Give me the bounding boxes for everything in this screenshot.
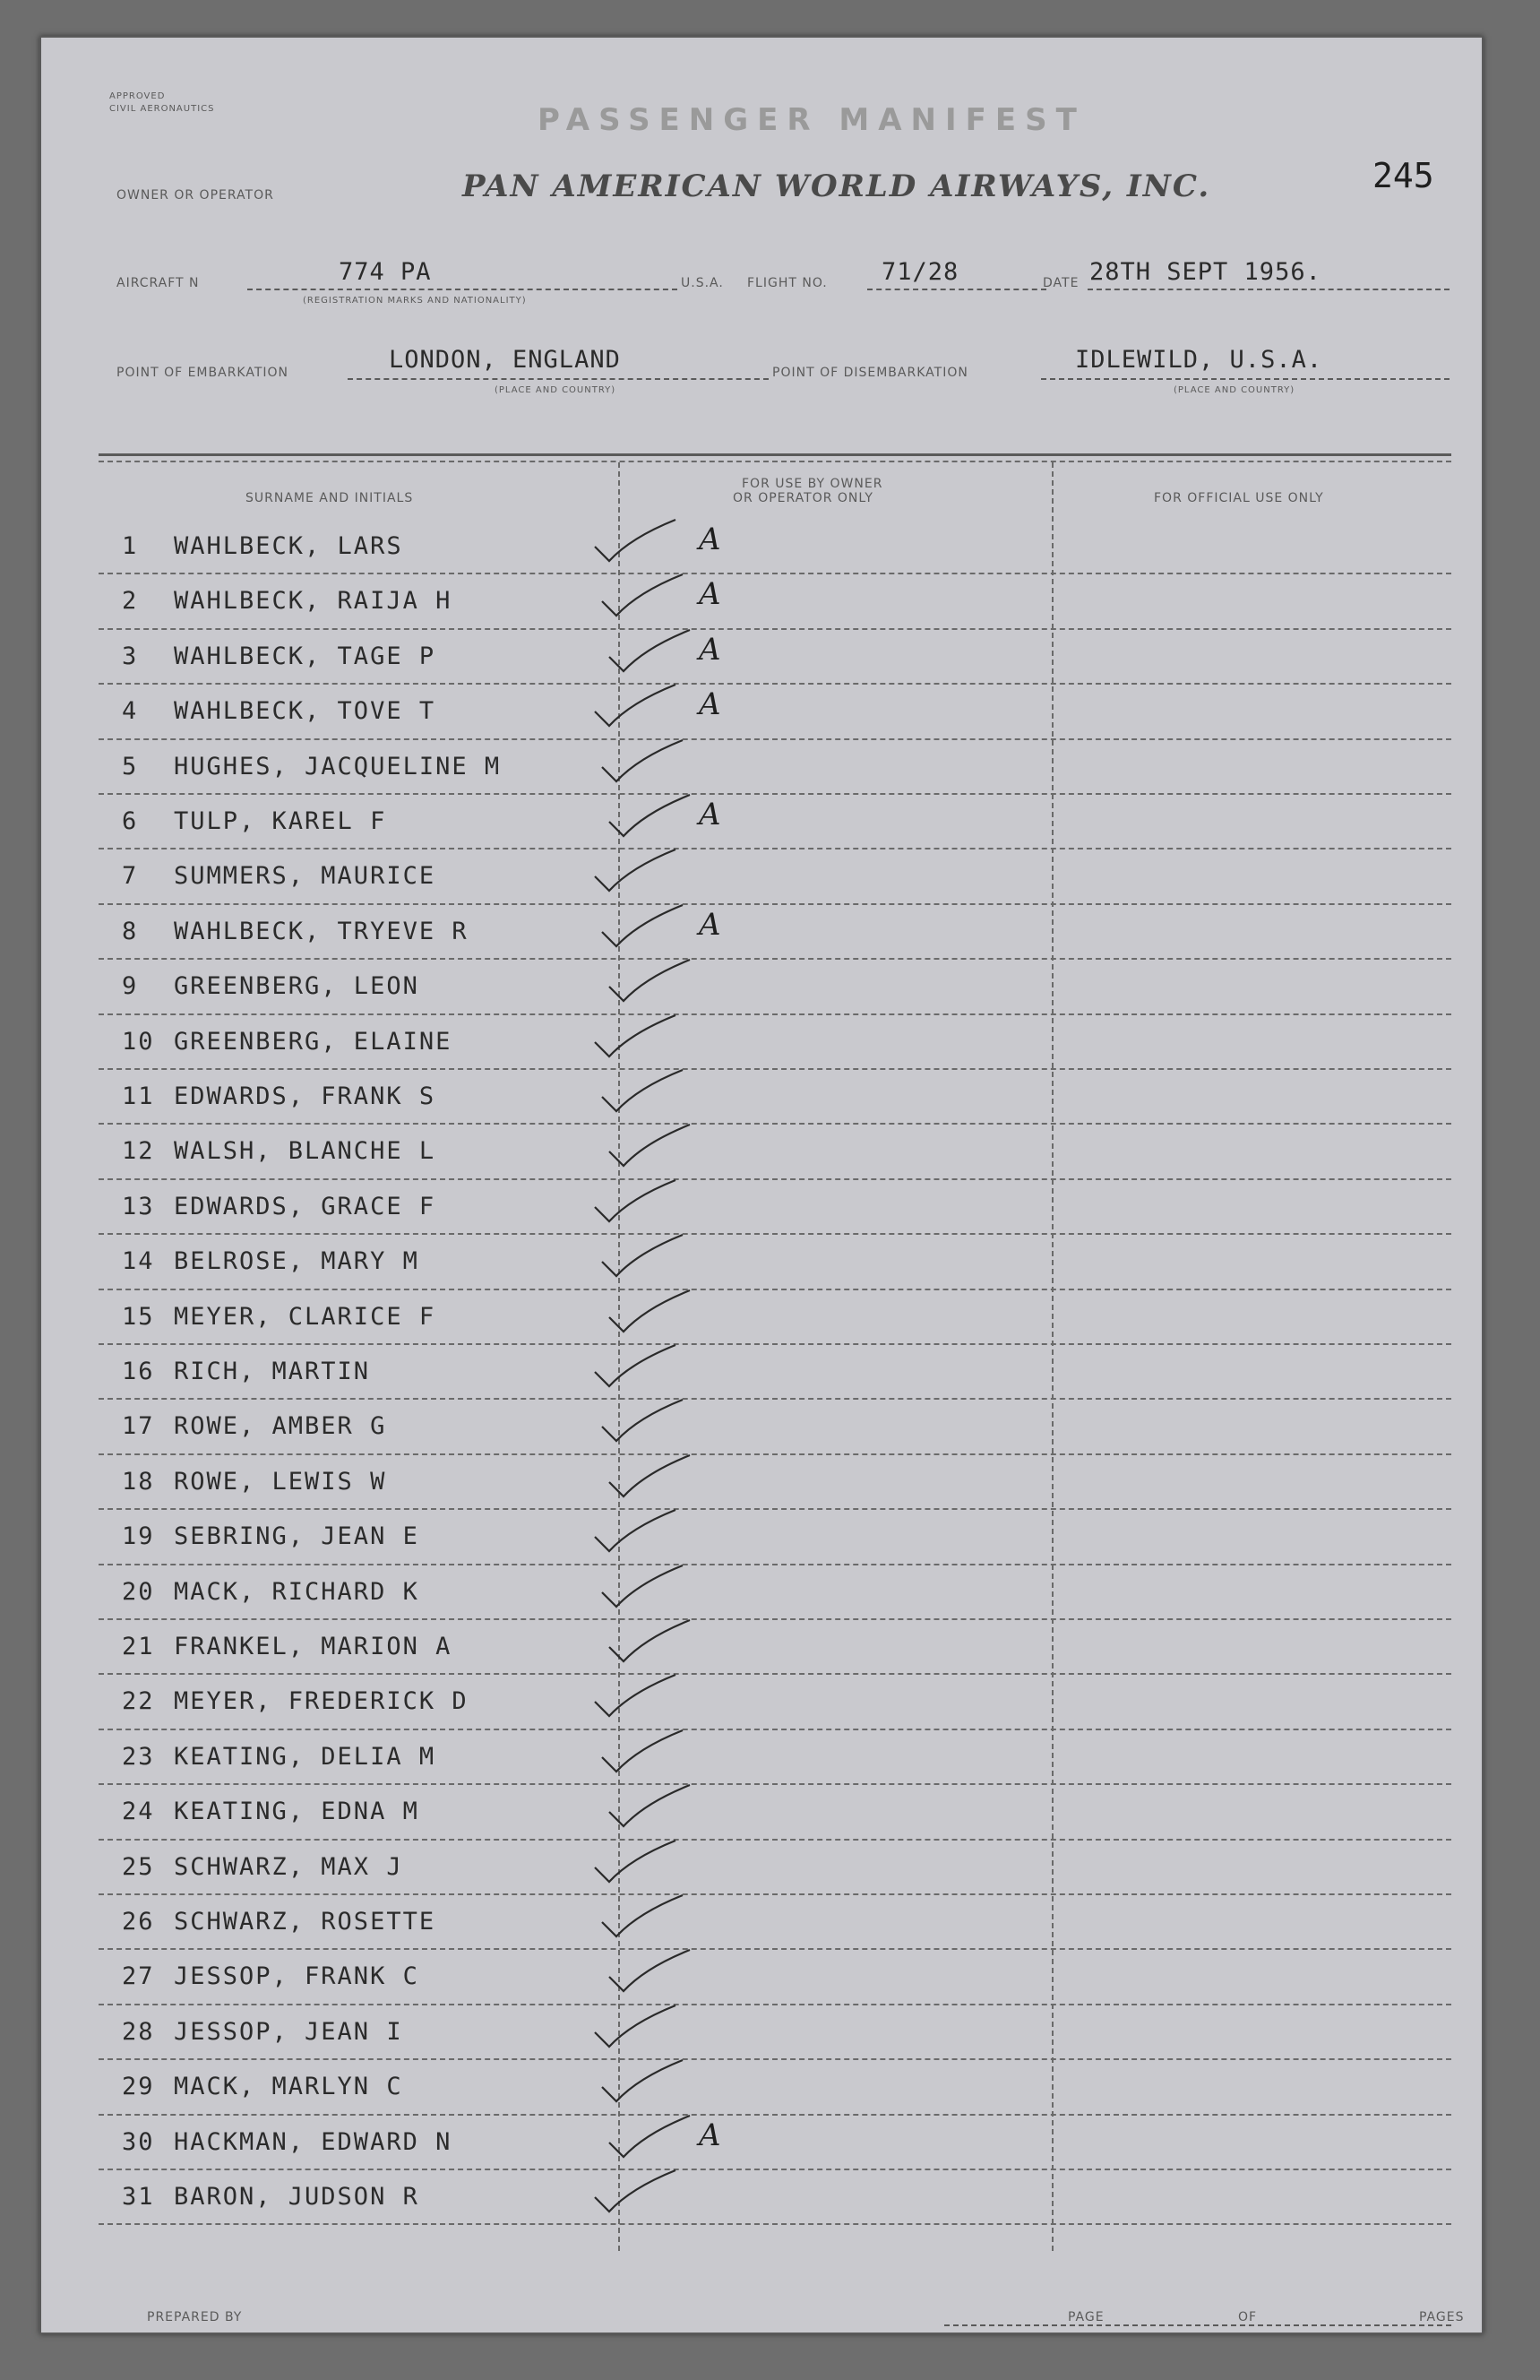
row-rule	[99, 1893, 1451, 1895]
passenger-name: KEATING, DELIA M	[174, 1742, 436, 1771]
row-rule	[99, 1013, 1451, 1015]
passenger-name: EDWARDS, FRANK S	[174, 1082, 436, 1110]
check-mark-icon	[600, 1776, 699, 1839]
owner-value: PAN AMERICAN WORLD AIRWAYS, INC.	[462, 168, 1211, 204]
passenger-name: MACK, MARLYN C	[174, 2073, 403, 2101]
date-label: DATE	[1043, 276, 1080, 290]
passenger-name: MEYER, CLARICE F	[174, 1302, 436, 1331]
passenger-name: ROWE, LEWIS W	[174, 1467, 387, 1496]
check-mark-icon	[586, 1501, 684, 1564]
embark-underline	[348, 378, 769, 380]
passenger-name: SCHWARZ, ROSETTE	[174, 1908, 436, 1936]
col-surname-header: SURNAME AND INITIALS	[245, 491, 414, 505]
row-rule	[99, 573, 1451, 574]
check-mark-icon	[593, 731, 692, 794]
check-mark-icon	[586, 1832, 684, 1894]
row-number: 1	[122, 532, 139, 560]
row-rule	[99, 738, 1451, 740]
check-mark-icon	[600, 1446, 699, 1509]
handwritten-mark: A	[699, 576, 721, 613]
row-rule	[99, 2223, 1451, 2225]
check-mark-icon	[600, 1116, 699, 1178]
row-rule	[99, 1289, 1451, 1290]
embark-value: LONDON, ENGLAND	[389, 346, 621, 374]
row-number: 11	[122, 1082, 155, 1110]
check-mark-icon	[600, 621, 699, 684]
row-rule	[99, 2058, 1451, 2060]
check-mark-icon	[593, 1721, 692, 1784]
row-rule	[99, 958, 1451, 960]
row-number: 31	[122, 2183, 155, 2211]
check-mark-icon	[593, 1556, 692, 1619]
table-top-rule-2	[99, 461, 1451, 462]
table-top-rule	[99, 453, 1451, 456]
passenger-name: KEATING, EDNA M	[174, 1798, 419, 1826]
check-mark-icon	[586, 1996, 684, 2059]
passenger-name: ROWE, AMBER G	[174, 1412, 387, 1441]
passenger-name: JESSOP, JEAN I	[174, 2017, 403, 2046]
row-number: 28	[122, 2017, 155, 2046]
check-mark-icon	[586, 1336, 684, 1399]
check-mark-icon	[586, 2161, 684, 2224]
check-mark-icon	[600, 786, 699, 849]
row-rule	[99, 2169, 1451, 2170]
check-mark-icon	[593, 565, 692, 628]
row-number: 18	[122, 1467, 155, 1496]
row-number: 26	[122, 1908, 155, 1936]
passenger-name: SEBRING, JEAN E	[174, 1522, 419, 1551]
passenger-name: SUMMERS, MAURICE	[174, 862, 436, 891]
passenger-name: TULP, KAREL F	[174, 807, 387, 835]
check-mark-icon	[600, 1281, 699, 1344]
check-mark-icon	[600, 2107, 699, 2169]
passenger-name: WAHLBECK, LARS	[174, 532, 403, 560]
row-rule	[99, 1343, 1451, 1345]
row-number: 27	[122, 1962, 155, 1991]
row-number: 4	[122, 697, 139, 726]
aircraft-suffix: U.S.A.	[681, 276, 724, 290]
row-rule	[99, 1673, 1451, 1675]
pages-label: PAGES	[1419, 2310, 1465, 2324]
row-rule	[99, 628, 1451, 630]
row-number: 17	[122, 1412, 155, 1441]
row-number: 24	[122, 1798, 155, 1826]
check-mark-icon	[586, 1171, 684, 1234]
check-mark-icon	[593, 1886, 692, 1949]
col-owner-header-2: OR OPERATOR ONLY	[733, 491, 873, 505]
handwritten-mark: A	[699, 797, 721, 832]
prepared-by-label: PREPARED BY	[147, 2310, 243, 2324]
passenger-name: WAHLBECK, TRYEVE R	[174, 917, 469, 945]
check-mark-icon	[586, 841, 684, 903]
row-rule	[99, 1068, 1451, 1070]
row-rule	[99, 2004, 1451, 2005]
date-value: 28TH SEPT 1956.	[1089, 258, 1321, 286]
row-rule	[99, 1453, 1451, 1455]
handwritten-mark: A	[699, 906, 721, 943]
row-number: 10	[122, 1027, 155, 1056]
row-number: 21	[122, 1633, 155, 1660]
row-rule	[99, 1839, 1451, 1841]
check-mark-icon	[593, 1226, 692, 1289]
row-number: 14	[122, 1247, 155, 1276]
handwritten-mark: A	[699, 631, 721, 668]
passenger-name: HACKMAN, EDWARD N	[174, 2127, 452, 2156]
passenger-name: FRANKEL, MARION A	[174, 1633, 452, 1660]
col-official-header: FOR OFFICIAL USE ONLY	[1154, 491, 1324, 505]
check-mark-icon	[586, 676, 684, 738]
row-rule	[99, 1508, 1451, 1510]
approval-stamp: APPROVED	[109, 91, 166, 101]
column-divider-2	[1052, 462, 1054, 2251]
footer-underline	[944, 2324, 1451, 2326]
row-rule	[99, 1948, 1451, 1950]
row-number: 8	[122, 917, 139, 945]
row-number: 2	[122, 587, 139, 616]
check-mark-icon	[593, 1391, 692, 1453]
row-number: 9	[122, 972, 139, 1001]
row-rule	[99, 2114, 1451, 2116]
row-number: 6	[122, 807, 139, 835]
row-rule	[99, 903, 1451, 905]
check-mark-icon	[600, 951, 699, 1013]
check-mark-icon	[593, 2051, 692, 2114]
passenger-name: WAHLBECK, RAIJA H	[174, 587, 452, 616]
disembark-value: IDLEWILD, U.S.A.	[1075, 346, 1323, 374]
passenger-name: MACK, RICHARD K	[174, 1577, 419, 1606]
check-mark-icon	[600, 1941, 699, 2004]
passenger-name: GREENBERG, ELAINE	[174, 1027, 452, 1056]
check-mark-icon	[593, 896, 692, 959]
row-number: 16	[122, 1358, 155, 1385]
row-number: 29	[122, 2073, 155, 2101]
row-rule	[99, 1398, 1451, 1400]
check-mark-icon	[600, 1611, 699, 1674]
row-rule	[99, 1233, 1451, 1235]
handwritten-mark: A	[699, 686, 721, 723]
check-mark-icon	[593, 1061, 692, 1124]
row-number: 3	[122, 642, 139, 670]
row-number: 30	[122, 2127, 155, 2156]
passenger-name: EDWARDS, GRACE F	[174, 1192, 436, 1220]
check-mark-icon	[586, 1006, 684, 1069]
check-mark-icon	[586, 511, 684, 573]
passenger-name: WALSH, BLANCHE L	[174, 1137, 436, 1166]
row-number: 19	[122, 1522, 155, 1551]
owner-label: OWNER OR OPERATOR	[116, 188, 274, 203]
aircraft-label: AIRCRAFT N	[116, 276, 200, 290]
row-rule	[99, 1729, 1451, 1730]
row-number: 25	[122, 1852, 155, 1881]
check-mark-icon	[586, 1666, 684, 1729]
row-rule	[99, 1178, 1451, 1180]
embark-caption: (PLACE AND COUNTRY)	[495, 385, 616, 395]
manifest-sheet	[39, 36, 1484, 2334]
form-title: PASSENGER MANIFEST	[538, 102, 1086, 138]
row-rule	[99, 1783, 1451, 1785]
passenger-name: RICH, MARTIN	[174, 1358, 371, 1385]
flight-underline	[867, 289, 1046, 290]
disembark-underline	[1041, 378, 1450, 380]
page-number: 245	[1372, 156, 1434, 195]
passenger-name: WAHLBECK, TAGE P	[174, 642, 436, 670]
aircraft-caption: (REGISTRATION MARKS AND NATIONALITY)	[303, 296, 527, 306]
aircraft-value: 774 PA	[339, 258, 432, 286]
row-rule	[99, 683, 1451, 685]
row-number: 23	[122, 1742, 155, 1771]
row-rule	[99, 1618, 1451, 1620]
row-number: 13	[122, 1192, 155, 1220]
row-number: 12	[122, 1137, 155, 1166]
passenger-name: WAHLBECK, TOVE T	[174, 697, 436, 726]
of-label: OF	[1238, 2310, 1258, 2324]
row-rule	[99, 848, 1451, 849]
row-number: 7	[122, 862, 139, 891]
passenger-name: MEYER, FREDERICK D	[174, 1687, 469, 1716]
row-rule	[99, 793, 1451, 795]
disembark-caption: (PLACE AND COUNTRY)	[1174, 385, 1295, 395]
date-underline	[1088, 289, 1450, 290]
passenger-name: SCHWARZ, MAX J	[174, 1852, 403, 1881]
handwritten-mark: A	[699, 2117, 721, 2153]
approval-stamp-line2: CIVIL AERONAUTICS	[109, 104, 215, 114]
flight-value: 71/28	[882, 258, 959, 286]
passenger-name: GREENBERG, LEON	[174, 972, 419, 1001]
handwritten-mark: A	[699, 522, 721, 557]
passenger-name: HUGHES, JACQUELINE M	[174, 752, 502, 780]
col-owner-header-1: FOR USE BY OWNER	[742, 477, 883, 491]
passenger-name: BARON, JUDSON R	[174, 2183, 419, 2211]
aircraft-underline	[247, 289, 677, 290]
page-label: PAGE	[1068, 2310, 1105, 2324]
row-number: 5	[122, 752, 139, 780]
row-number: 22	[122, 1687, 155, 1716]
disembark-label: POINT OF DISEMBARKATION	[772, 366, 968, 380]
passenger-name: JESSOP, FRANK C	[174, 1962, 419, 1991]
row-rule	[99, 1123, 1451, 1125]
flight-label: FLIGHT NO.	[747, 276, 828, 290]
row-number: 15	[122, 1302, 155, 1331]
passenger-name: BELROSE, MARY M	[174, 1247, 419, 1276]
embark-label: POINT OF EMBARKATION	[116, 366, 289, 380]
row-rule	[99, 1564, 1451, 1565]
row-number: 20	[122, 1577, 155, 1606]
